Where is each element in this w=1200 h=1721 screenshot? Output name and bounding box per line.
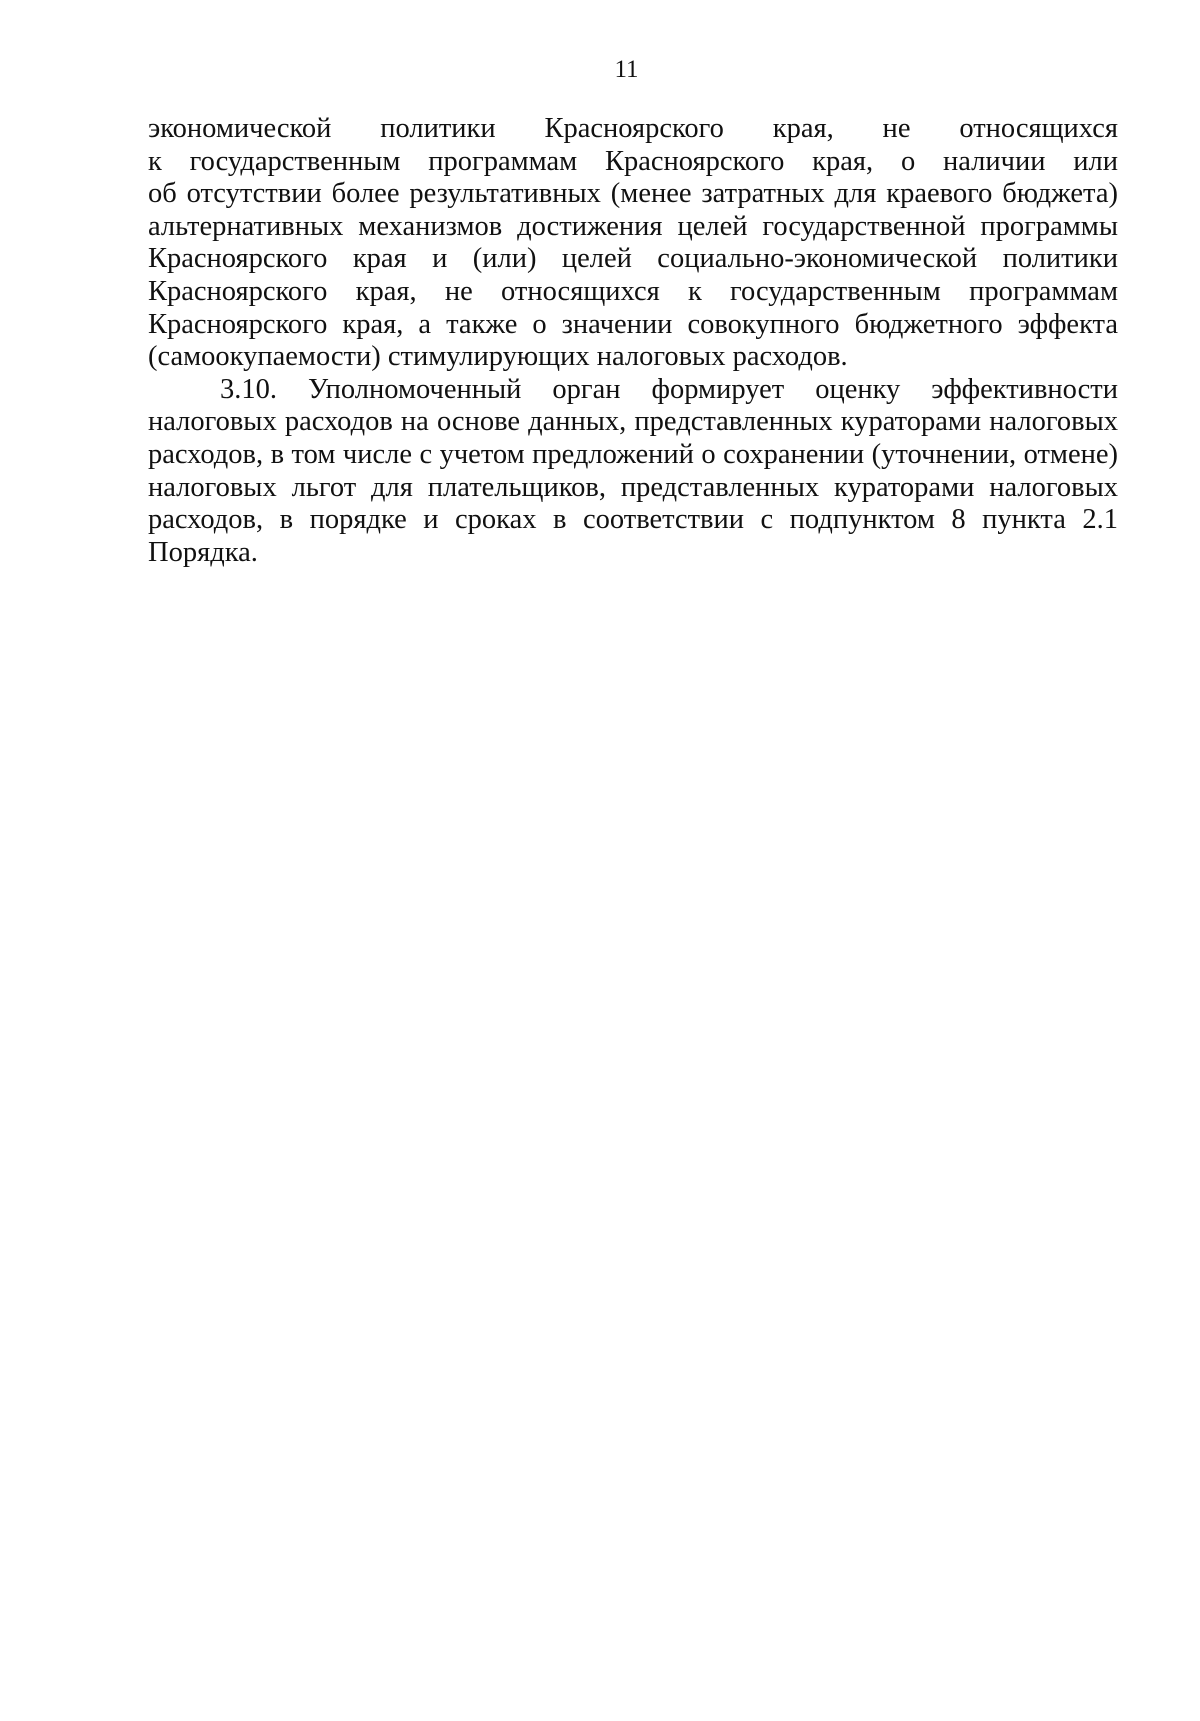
- text-line: расходов, в том числе с учетом предложений о сохранении (уточнении, отмене): [148, 438, 1118, 470]
- text-line: Красноярского края, а также о значении совокупного бюджетного эффекта: [148, 308, 1118, 340]
- text-line: к государственным программам Красноярского края, о наличии или: [148, 145, 1118, 177]
- text-line: Красноярского края и (или) целей социально-экономической политики: [148, 243, 1118, 275]
- text-line: налоговых льгот для плательщиков, представленных кураторами налоговых: [148, 471, 1118, 503]
- paragraph-3-10: [148, 374, 1118, 570]
- text-line: 3.10. Уполномоченный орган формирует оценку эффективности: [220, 373, 1118, 405]
- document-body: [148, 113, 1118, 569]
- text-line: альтернативных механизмов достижения целей государственной программы: [148, 210, 1118, 242]
- paragraph-continuation: [148, 113, 1118, 374]
- page-number: 11: [614, 56, 639, 83]
- text-line: Красноярского края, не относящихся к государственным программам: [148, 275, 1118, 307]
- text-line: экономической политики Красноярского края, не относящихся: [148, 113, 1118, 144]
- text-line: об отсутствии более результативных (менее затратных для краевого бюджета): [148, 178, 1118, 210]
- text-line: Порядка.: [148, 536, 258, 568]
- text-line: расходов, в порядке и сроках в соответствии с подпунктом 8 пункта 2.1: [148, 504, 1118, 536]
- text-line: (самоокупаемости) стимулирующих налоговых расходов.: [148, 341, 848, 373]
- text-line: налоговых расходов на основе данных, представленных кураторами налоговых: [148, 406, 1118, 438]
